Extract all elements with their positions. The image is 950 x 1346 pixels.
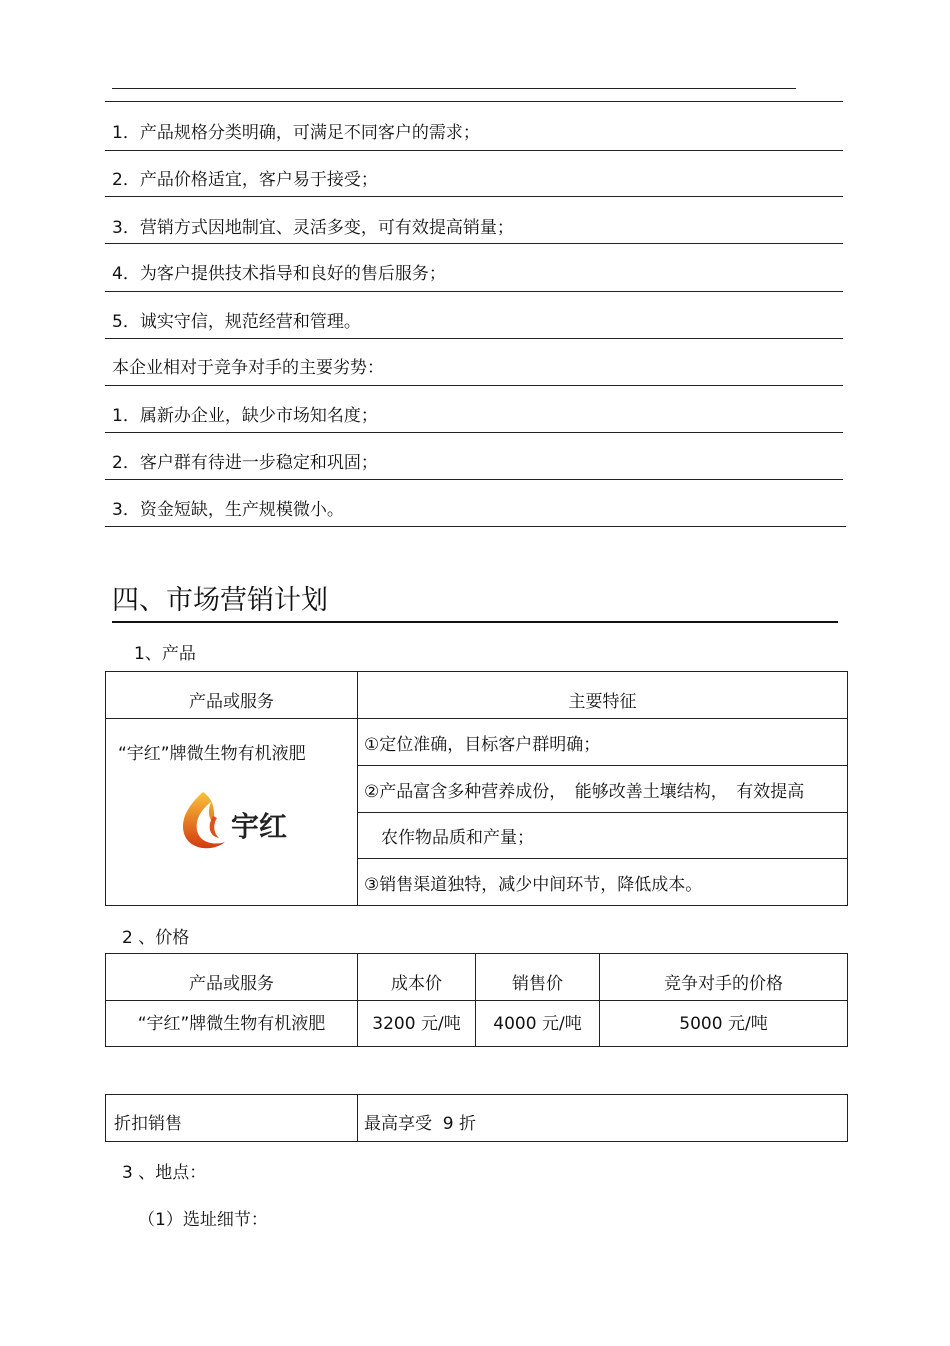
flame-logo-icon [173,786,291,856]
product-name: “宇红”牌微生物有机液肥 [118,744,306,764]
row-divider [105,432,843,433]
row-divider [105,479,843,480]
feature-item: 农作物品质和产量； [358,813,848,859]
discount-value: 最高享受 9 折 [358,1095,848,1142]
weakness-item: 1．属新办企业，缺少市场知名度； [112,406,378,426]
row-divider [105,150,843,151]
row-divider [105,338,843,339]
feature-item: ①定位准确，目标客户群明确； [358,719,848,766]
product-table [105,671,848,906]
features-header: 主要特征 [358,672,848,719]
discount-table [105,1094,848,1142]
price-cell-competitor: 5000 元/吨 [600,1001,848,1047]
top-rule-short [112,88,796,89]
price-label: 2 、价格 [122,928,190,948]
advantage-item: 2．产品价格适宜，客户易于接受； [112,170,378,190]
svg-text:宇红: 宇红 [230,810,287,843]
price-table [105,953,848,1047]
weakness-title: 本企业相对于竞争对手的主要劣势： [112,358,384,378]
price-header-competitor: 竞争对手的价格 [600,954,848,1001]
product-header: 产品或服务 [106,672,358,719]
discount-label: 折扣销售 [106,1095,358,1142]
advantage-item: 3．营销方式因地制宜、灵活多变，可有效提高销量； [112,218,514,238]
row-divider [105,385,843,386]
product-label: 1、产品 [134,644,196,664]
product-cell [106,719,358,906]
place-label: 3 、地点： [122,1163,207,1183]
brand-logo [106,786,357,856]
advantage-item: 5．诚实守信，规范经营和管理。 [112,312,361,332]
row-divider [105,291,843,292]
place-sub-label: （1）选址细节： [138,1210,268,1230]
row-divider [105,526,846,527]
section-heading: 四、市场营销计划 [112,585,328,616]
price-header-product: 产品或服务 [106,954,358,1001]
price-header-sale: 销售价 [476,954,600,1001]
advantage-item: 4．为客户提供技术指导和良好的售后服务； [112,264,446,284]
advantage-item: 1．产品规格分类明确，可满足不同客户的需求； [112,123,480,143]
price-cell-sale: 4000 元/吨 [476,1001,600,1047]
top-rule [105,101,843,102]
feature-item: ②产品富含多种营养成份， 能够改善土壤结构， 有效提高 [358,766,848,813]
weakness-item: 2．客户群有待进一步稳定和巩固； [112,453,378,473]
row-divider [105,196,843,197]
row-divider [105,243,843,244]
price-cell-cost: 3200 元/吨 [358,1001,476,1047]
weakness-item: 3．资金短缺，生产规模微小。 [112,500,344,520]
price-header-cost: 成本价 [358,954,476,1001]
feature-item: ③销售渠道独特，减少中间环节，降低成本。 [358,859,848,906]
price-cell-product: “宇红”牌微生物有机液肥 [106,1001,358,1047]
section-heading-rule [112,621,838,623]
